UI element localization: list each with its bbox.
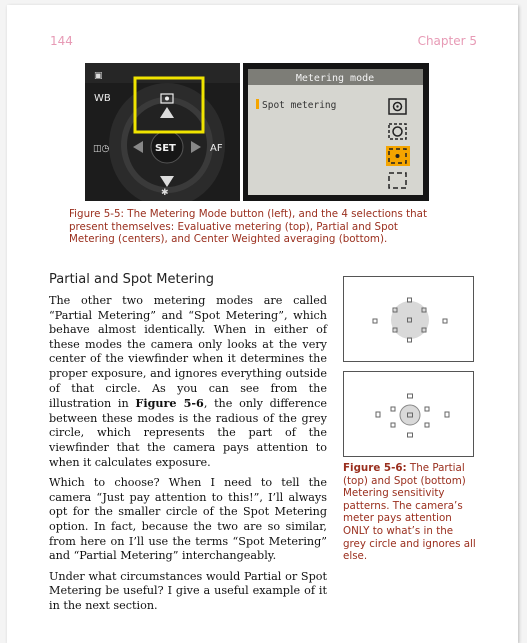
spot-metering-diagram [343, 371, 474, 457]
spot-metering-icon [386, 146, 410, 166]
paragraph-2: Which to choose? When I need to tell the camera “Just pay attention to this!”, I’ll always opt for the smaller circle of the Spot Metering option. In fact, because the two are so similar, from here on I’ll use the terms “Spot Metering” and “Partial Metering” interchangeably. [49, 476, 327, 563]
wb-label: WB [94, 93, 111, 104]
svg-text:▣: ▣ [94, 71, 103, 81]
paragraph-3: Under what circumstances would Partial or Spot Metering be useful? I give a useful example of it in the next section. [49, 569, 327, 612]
camera-back-photo [85, 63, 240, 201]
svg-text:◫◷: ◫◷ [93, 144, 110, 154]
metering-mode-lcd-photo [243, 63, 429, 201]
figure-5-6-text: The Partial (top) and Spot (bottom) Metering sensitivity patterns. The camera’s meter pays attention ONLY to what’s in the grey circle and ignores all else. [343, 462, 476, 563]
set-label: SET [155, 143, 176, 154]
figure-reference: Figure 5-6 [135, 396, 204, 411]
partial-metering-diagram [343, 276, 474, 362]
figure-5-5-caption [69, 208, 444, 246]
body-text [49, 294, 327, 619]
page-number: 144 [50, 34, 73, 48]
lcd-screen-image [243, 63, 429, 201]
af-label: AF [210, 143, 223, 154]
section-title: Partial and Spot Metering [49, 272, 215, 287]
paragraph-1-start: The other two metering modes are called “Partial Metering” and “Spot Metering”, which behave almost identically. When in either of these modes the camera only looks at the very center of the viewfinder when it determines the proper exposure, and ignores everything outside of that circle. As you can see from the illustration in [49, 294, 327, 411]
svg-text:✱: ✱ [161, 188, 169, 198]
figure-5-6-label: Figure 5-6: [343, 462, 407, 474]
chapter-heading: Chapter 5 [417, 34, 477, 48]
figure-5-5-label: Figure 5-5: [69, 208, 124, 220]
spot-pattern-graphic [344, 372, 473, 456]
camera-back-image [85, 63, 240, 201]
paragraph-1 [49, 294, 327, 470]
partial-pattern-graphic [344, 277, 473, 361]
lcd-title: Metering mode [295, 73, 375, 84]
paragraph-1-end: , the only difference between these modes is the radious of the grey circle, which represents the part of the viewfinder that the camera pays attention to when it calculates exposure. [49, 397, 327, 469]
lcd-selected-label: Spot metering [262, 100, 337, 111]
figure-5-5-text: The Metering Mode button (left), and the 4 selections that present themselves: Evaluative metering (top), Partial and Spot Metering (centers), and Center Weighted averaging (bottom). [69, 208, 428, 246]
figure-5-6-caption [343, 462, 479, 563]
